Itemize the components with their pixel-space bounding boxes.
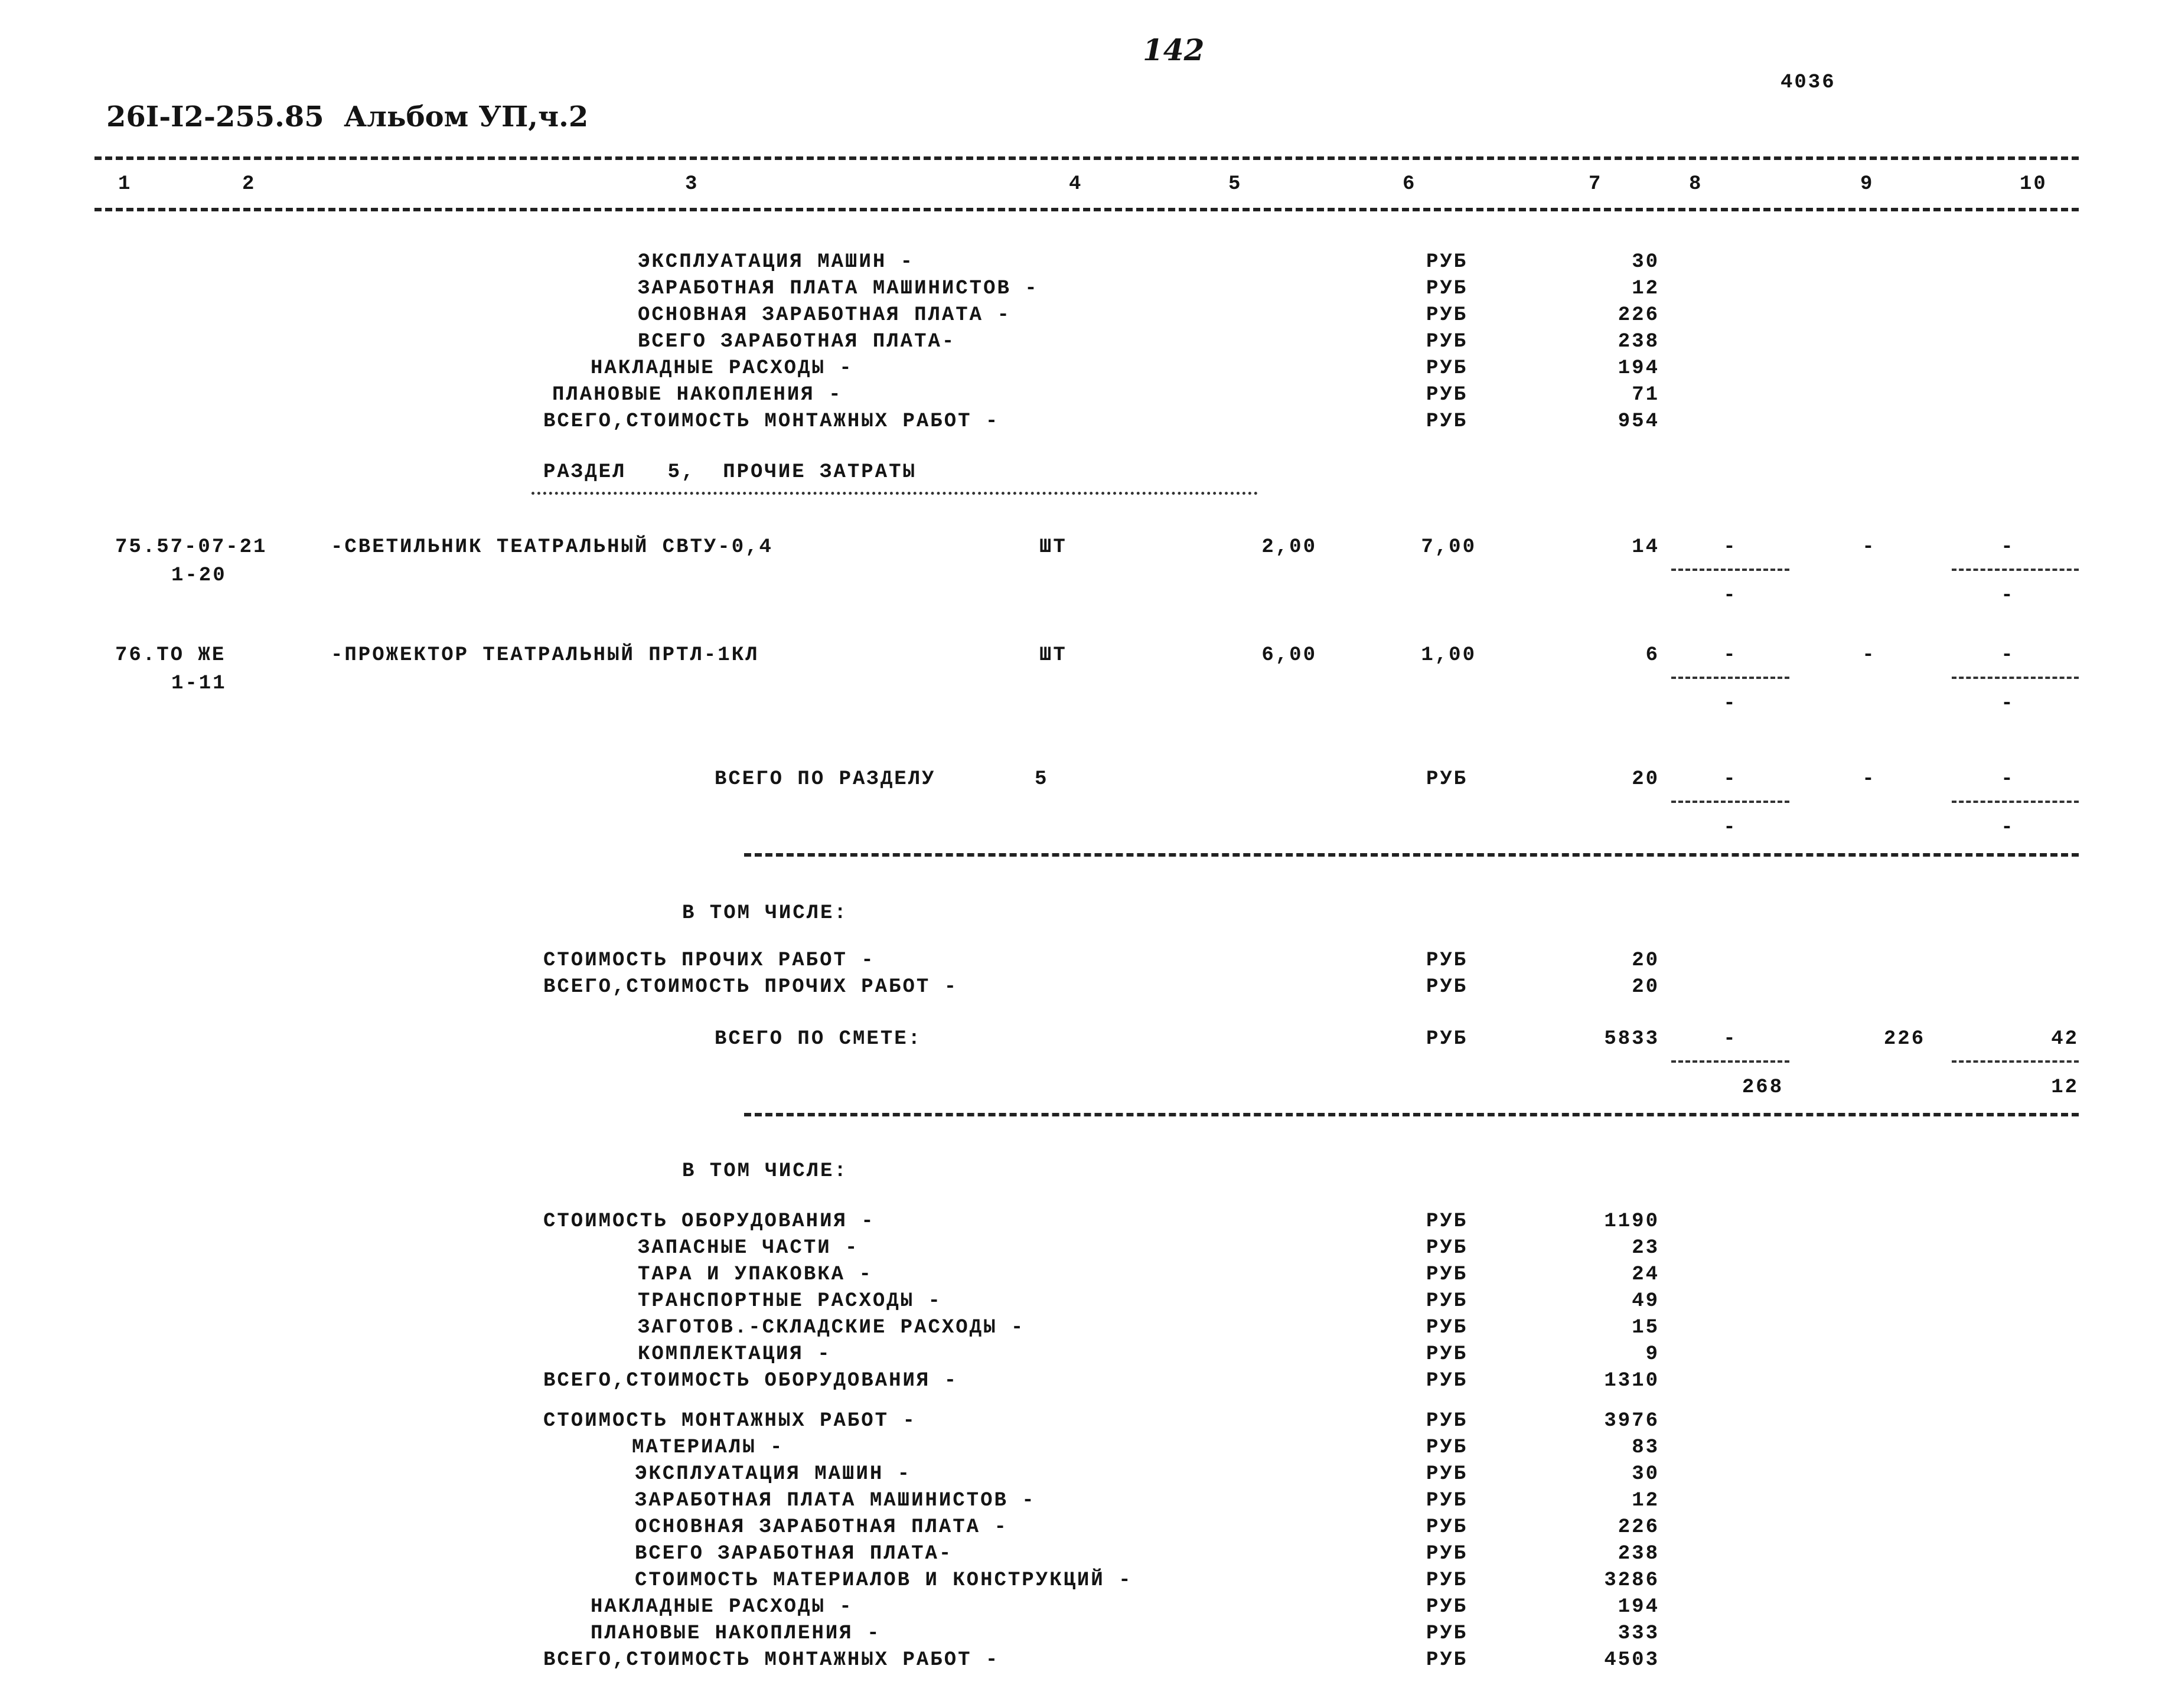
equipment-cost-value: 1190	[1604, 1210, 1659, 1233]
item-code: 76.ТО ЖЕ	[115, 644, 226, 667]
item-sum: 14	[1632, 536, 1659, 559]
equipment-cost-value: 24	[1632, 1263, 1659, 1286]
equipment-cost-label: ТРАНСПОРТНЫЕ РАСХОДЫ -	[638, 1290, 942, 1312]
column-header-10: 10	[2020, 173, 2047, 195]
installation-cost-label: ВСЕГО,СТОИМОСТЬ МОНТАЖНЫХ РАБОТ -	[543, 1649, 1000, 1671]
item-price: 1,00	[1421, 644, 1476, 667]
installation-cost-label: СТОИМОСТЬ МАТЕРИАЛОВ И КОНСТРУКЦИЙ -	[635, 1569, 1133, 1592]
installation-cost-unit: РУБ	[1426, 1410, 1468, 1432]
section-title-underline	[531, 492, 1258, 495]
column-header-3: 3	[685, 173, 699, 195]
estimate-total-col8-lower: 268	[1742, 1076, 1784, 1099]
cost-value: 30	[1632, 251, 1659, 273]
item-col10-divider	[1952, 569, 2079, 571]
equipment-cost-label: ВСЕГО,СТОИМОСТЬ ОБОРУДОВАНИЯ -	[543, 1370, 958, 1392]
installation-cost-value: 3286	[1604, 1569, 1659, 1592]
equipment-cost-unit: РУБ	[1426, 1290, 1468, 1312]
cost-unit: РУБ	[1426, 277, 1468, 300]
cost-label: ВСЕГО ЗАРАБОТНАЯ ПЛАТА-	[638, 331, 956, 353]
estimate-total-rule	[744, 1113, 2079, 1116]
cost-unit: РУБ	[1426, 251, 1468, 273]
estimate-total-col9: 226	[1883, 1028, 1926, 1050]
cost-unit: РУБ	[1426, 357, 1468, 380]
cost-value: 194	[1618, 357, 1659, 380]
handwritten-page-number: 142	[1143, 32, 1205, 67]
cost-unit: РУБ	[1426, 384, 1468, 406]
equipment-cost-label: ЗАГОТОВ.-СКЛАДСКИЕ РАСХОДЫ -	[638, 1317, 1025, 1339]
item-col8: -	[1723, 536, 1737, 559]
installation-cost-label: ПЛАНОВЫЕ НАКОПЛЕНИЯ -	[591, 1622, 881, 1645]
column-header-1: 1	[118, 173, 132, 195]
column-header-8: 8	[1689, 173, 1703, 195]
item-unit: ШТ	[1039, 644, 1067, 667]
item-col9: -	[1862, 644, 1876, 667]
column-header-6: 6	[1403, 173, 1417, 195]
item-col8-divider	[1671, 569, 1789, 571]
section-total-rule	[744, 853, 2079, 857]
cost-value: 954	[1618, 410, 1659, 433]
equipment-cost-label: ЗАПАСНЫЕ ЧАСТИ -	[638, 1237, 859, 1259]
equipment-cost-unit: РУБ	[1426, 1210, 1468, 1233]
item-col10: -	[2001, 536, 2015, 559]
cost-value: 12	[1632, 277, 1659, 300]
item-unit: ШТ	[1039, 536, 1067, 559]
equipment-cost-unit: РУБ	[1426, 1343, 1468, 1366]
installation-cost-label: ЭКСПЛУАТАЦИЯ МАШИН -	[635, 1463, 912, 1485]
section-total-col8: -	[1723, 768, 1737, 791]
including-label: В ТОМ ЧИСЛЕ:	[682, 1160, 848, 1183]
section-total-col9: -	[1862, 768, 1876, 791]
item-col8-lower: -	[1723, 693, 1737, 715]
section-total-unit: РУБ	[1426, 768, 1468, 791]
installation-cost-value: 83	[1632, 1436, 1659, 1459]
column-header-5: 5	[1228, 173, 1243, 195]
equipment-cost-label: ТАРА И УПАКОВКА -	[638, 1263, 873, 1286]
installation-cost-label: НАКЛАДНЫЕ РАСХОДЫ -	[591, 1596, 853, 1618]
cost-label: ЗАРАБОТНАЯ ПЛАТА МАШИНИСТОВ -	[638, 277, 1039, 300]
including-label: В ТОМ ЧИСЛЕ:	[682, 902, 848, 925]
installation-cost-value: 12	[1632, 1490, 1659, 1512]
cost-label: ПЛАНОВЫЕ НАКОПЛЕНИЯ -	[552, 384, 843, 406]
cost-label: ЭКСПЛУАТАЦИЯ МАШИН -	[638, 251, 915, 273]
installation-cost-value: 3976	[1604, 1410, 1659, 1432]
cost-unit: РУБ	[1426, 410, 1468, 433]
other-cost-value: 20	[1632, 976, 1659, 998]
estimate-total-col8: -	[1723, 1028, 1737, 1050]
cost-unit: РУБ	[1426, 304, 1468, 326]
cost-unit: РУБ	[1426, 331, 1468, 353]
item-name: -СВЕТИЛЬНИК ТЕАТРАЛЬНЫЙ СВТУ-0,4	[331, 536, 773, 559]
other-cost-label: ВСЕГО,СТОИМОСТЬ ПРОЧИХ РАБОТ -	[543, 976, 958, 998]
cost-label: ВСЕГО,СТОИМОСТЬ МОНТАЖНЫХ РАБОТ -	[543, 410, 1000, 433]
other-cost-unit: РУБ	[1426, 976, 1468, 998]
installation-cost-unit: РУБ	[1426, 1463, 1468, 1485]
installation-cost-unit: РУБ	[1426, 1543, 1468, 1565]
item-price: 7,00	[1421, 536, 1476, 559]
equipment-cost-label: СТОИМОСТЬ ОБОРУДОВАНИЯ -	[543, 1210, 875, 1233]
section-title: РАЗДЕЛ 5, ПРОЧИЕ ЗАТРАТЫ	[543, 461, 917, 484]
equipment-cost-unit: РУБ	[1426, 1317, 1468, 1339]
header-rule-top	[94, 156, 2079, 160]
section-total-col10: -	[2001, 768, 2015, 791]
equipment-cost-unit: РУБ	[1426, 1370, 1468, 1392]
other-cost-label: СТОИМОСТЬ ПРОЧИХ РАБОТ -	[543, 949, 875, 972]
installation-cost-unit: РУБ	[1426, 1490, 1468, 1512]
item-col8: -	[1723, 644, 1737, 667]
item-ref: 1-11	[171, 672, 227, 695]
equipment-cost-value: 1310	[1604, 1370, 1659, 1392]
estimate-total-col10-divider	[1952, 1060, 2079, 1063]
installation-cost-unit: РУБ	[1426, 1516, 1468, 1539]
item-col9: -	[1862, 536, 1876, 559]
installation-cost-label: МАТЕРИАЛЫ -	[632, 1436, 784, 1459]
cost-label: ОСНОВНАЯ ЗАРАБОТНАЯ ПЛАТА -	[638, 304, 1011, 326]
header-rule-bottom	[94, 208, 2079, 211]
installation-cost-value: 238	[1618, 1543, 1659, 1565]
item-col8-divider	[1671, 677, 1789, 679]
column-header-4: 4	[1069, 173, 1083, 195]
estimate-total-col10: 42	[2051, 1028, 2079, 1050]
section-total-col8-divider	[1671, 801, 1789, 803]
column-header-2: 2	[242, 173, 256, 195]
installation-cost-unit: РУБ	[1426, 1436, 1468, 1459]
equipment-cost-unit: РУБ	[1426, 1237, 1468, 1259]
installation-cost-value: 226	[1618, 1516, 1659, 1539]
sheet-number: 4036	[1781, 71, 1836, 94]
cost-label: НАКЛАДНЫЕ РАСХОДЫ -	[591, 357, 853, 380]
estimate-total-col10-lower: 12	[2051, 1076, 2079, 1099]
equipment-cost-unit: РУБ	[1426, 1263, 1468, 1286]
item-name: -ПРОЖЕКТОР ТЕАТРАЛЬНЫЙ ПРТЛ-1КЛ	[331, 644, 759, 667]
document-title: 26I-I2-255.85 Альбом УП,ч.2	[106, 100, 589, 133]
section-total-col8-lower: -	[1723, 817, 1737, 839]
installation-cost-label: ОСНОВНАЯ ЗАРАБОТНАЯ ПЛАТА -	[635, 1516, 1008, 1539]
section-total-value: 20	[1632, 768, 1659, 791]
column-header-9: 9	[1860, 173, 1874, 195]
item-col10-lower: -	[2001, 693, 2015, 715]
installation-cost-unit: РУБ	[1426, 1596, 1468, 1618]
item-col10-lower: -	[2001, 584, 2015, 607]
equipment-cost-value: 9	[1645, 1343, 1659, 1366]
installation-cost-value: 30	[1632, 1463, 1659, 1485]
item-quantity: 6,00	[1261, 644, 1317, 667]
equipment-cost-value: 15	[1632, 1317, 1659, 1339]
estimate-total-label: ВСЕГО ПО СМЕТЕ:	[715, 1028, 922, 1050]
equipment-cost-value: 49	[1632, 1290, 1659, 1312]
other-cost-unit: РУБ	[1426, 949, 1468, 972]
equipment-cost-label: КОМПЛЕКТАЦИЯ -	[638, 1343, 831, 1366]
section-total-label: ВСЕГО ПО РАЗДЕЛУ	[715, 768, 936, 791]
installation-cost-value: 194	[1618, 1596, 1659, 1618]
installation-cost-label: ВСЕГО ЗАРАБОТНАЯ ПЛАТА-	[635, 1543, 953, 1565]
installation-cost-unit: РУБ	[1426, 1569, 1468, 1592]
installation-cost-value: 4503	[1604, 1649, 1659, 1671]
equipment-cost-value: 23	[1632, 1237, 1659, 1259]
installation-cost-label: СТОИМОСТЬ МОНТАЖНЫХ РАБОТ -	[543, 1410, 917, 1432]
estimate-total-value: 5833	[1604, 1028, 1659, 1050]
item-code: 75.57-07-21	[115, 536, 268, 559]
cost-value: 226	[1618, 304, 1659, 326]
section-total-col10-divider	[1952, 801, 2079, 803]
installation-cost-unit: РУБ	[1426, 1622, 1468, 1645]
item-sum: 6	[1645, 644, 1659, 667]
item-col10-divider	[1952, 677, 2079, 679]
item-quantity: 2,00	[1261, 536, 1317, 559]
estimate-total-col8-divider	[1671, 1060, 1789, 1063]
section-total-number: 5	[1035, 768, 1049, 791]
other-cost-value: 20	[1632, 949, 1659, 972]
estimate-total-unit: РУБ	[1426, 1028, 1468, 1050]
item-col10: -	[2001, 644, 2015, 667]
section-total-col10-lower: -	[2001, 817, 2015, 839]
installation-cost-unit: РУБ	[1426, 1649, 1468, 1671]
item-ref: 1-20	[171, 564, 227, 587]
item-col8-lower: -	[1723, 584, 1737, 607]
installation-cost-value: 333	[1618, 1622, 1659, 1645]
cost-value: 238	[1618, 331, 1659, 353]
installation-cost-label: ЗАРАБОТНАЯ ПЛАТА МАШИНИСТОВ -	[635, 1490, 1036, 1512]
cost-value: 71	[1632, 384, 1659, 406]
column-header-7: 7	[1589, 173, 1603, 195]
